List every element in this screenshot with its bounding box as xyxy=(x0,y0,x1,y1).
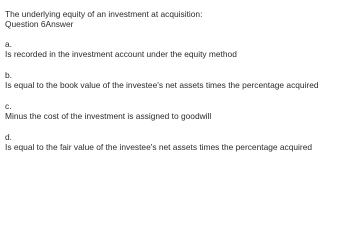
option-a-letter: a. xyxy=(5,39,12,49)
option-b-letter: b. xyxy=(5,70,12,80)
option-a-text[interactable]: Is recorded in the investment account under the equity method xyxy=(5,49,237,59)
option-d-text[interactable]: Is equal to the fair value of the investee's net assets times the percentage acquired xyxy=(5,142,313,152)
option-d-letter: d. xyxy=(5,132,12,142)
question-text: The underlying equity of an investment at acquisition: xyxy=(5,9,203,19)
option-b-text[interactable]: Is equal to the book value of the investee's net assets times the percentage acquired xyxy=(5,80,319,90)
option-c-letter: c. xyxy=(5,101,12,111)
option-c-text[interactable]: Minus the cost of the investment is assigned to goodwill xyxy=(5,111,212,121)
question-number-label: Question 6Answer xyxy=(5,19,74,29)
